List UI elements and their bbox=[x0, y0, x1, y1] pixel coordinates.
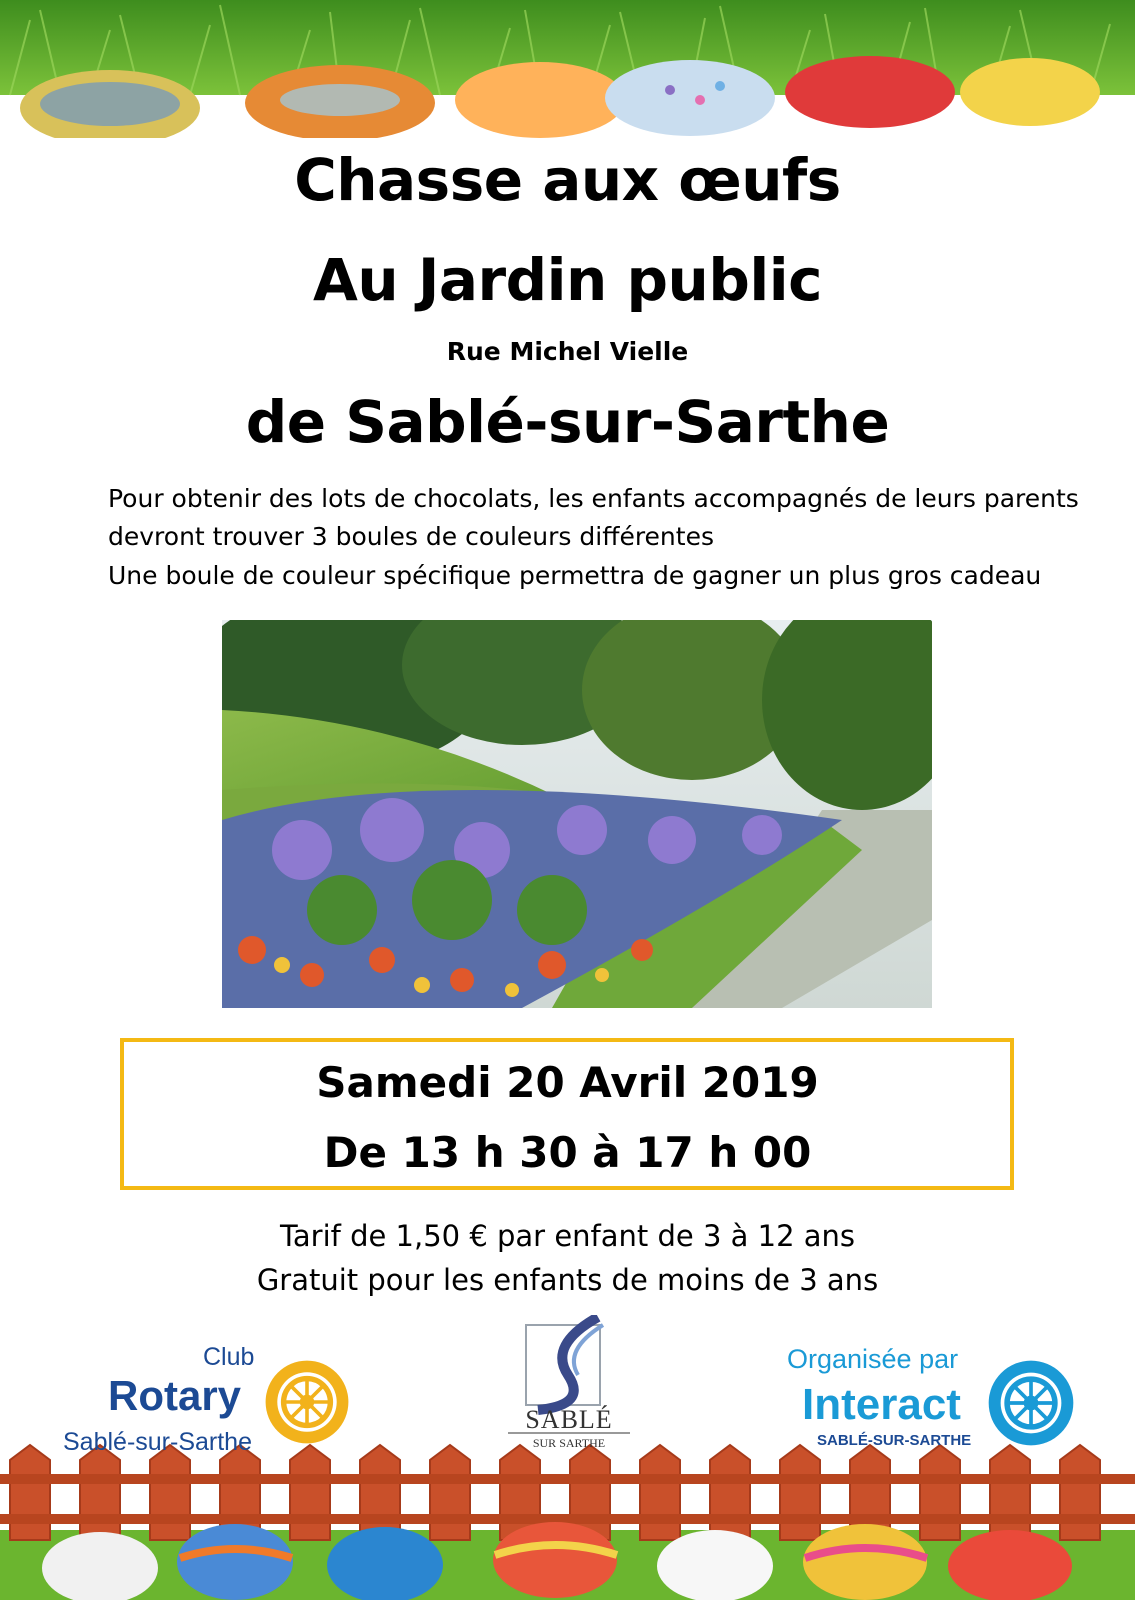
grass-eggs-header-banner bbox=[0, 0, 1135, 150]
title-line-3: de Sablé-sur-Sarthe bbox=[245, 388, 890, 456]
rotary-city: Sablé-sur-Sarthe bbox=[63, 1428, 252, 1456]
fence-eggs-footer-banner bbox=[0, 1440, 1135, 1600]
garden-photo bbox=[222, 620, 932, 1008]
title-line-1: Chasse aux œufs bbox=[294, 146, 841, 214]
rotary-name: Rotary bbox=[108, 1372, 242, 1419]
street-address: Rue Michel Vielle bbox=[446, 337, 689, 366]
title-line-2: Au Jardin public bbox=[312, 246, 823, 314]
pricing-line-2: Gratuit pour les enfants de moins de 3 ans bbox=[256, 1263, 879, 1297]
sable-logo-subtitle: SUR SARTHE bbox=[532, 1436, 606, 1450]
interact-name: Interact bbox=[802, 1380, 961, 1429]
description-line-2: devront trouver 3 boules de couleurs différentes bbox=[108, 522, 714, 551]
sable-logo-name: SABLÉ bbox=[525, 1405, 613, 1434]
event-date: Samedi 20 Avril 2019 bbox=[316, 1058, 819, 1107]
rotary-wheel-icon bbox=[985, 1357, 1077, 1449]
event-time: De 13 h 30 à 17 h 00 bbox=[323, 1128, 812, 1177]
description-line-3: Une boule de couleur spécifique permettra de gagner un plus gros cadeau bbox=[108, 561, 1042, 590]
organised-by-label: Organisée par bbox=[787, 1344, 959, 1374]
rotary-wheel-icon bbox=[262, 1357, 352, 1447]
description-line-1: Pour obtenir des lots de chocolats, les enfants accompagnés de leurs parents bbox=[108, 484, 1079, 513]
rotary-club-label: Club bbox=[203, 1343, 255, 1371]
interact-city: SABLÉ-SUR-SARTHE bbox=[817, 1432, 972, 1449]
pricing-line-1: Tarif de 1,50 € par enfant de 3 à 12 ans bbox=[279, 1219, 855, 1253]
